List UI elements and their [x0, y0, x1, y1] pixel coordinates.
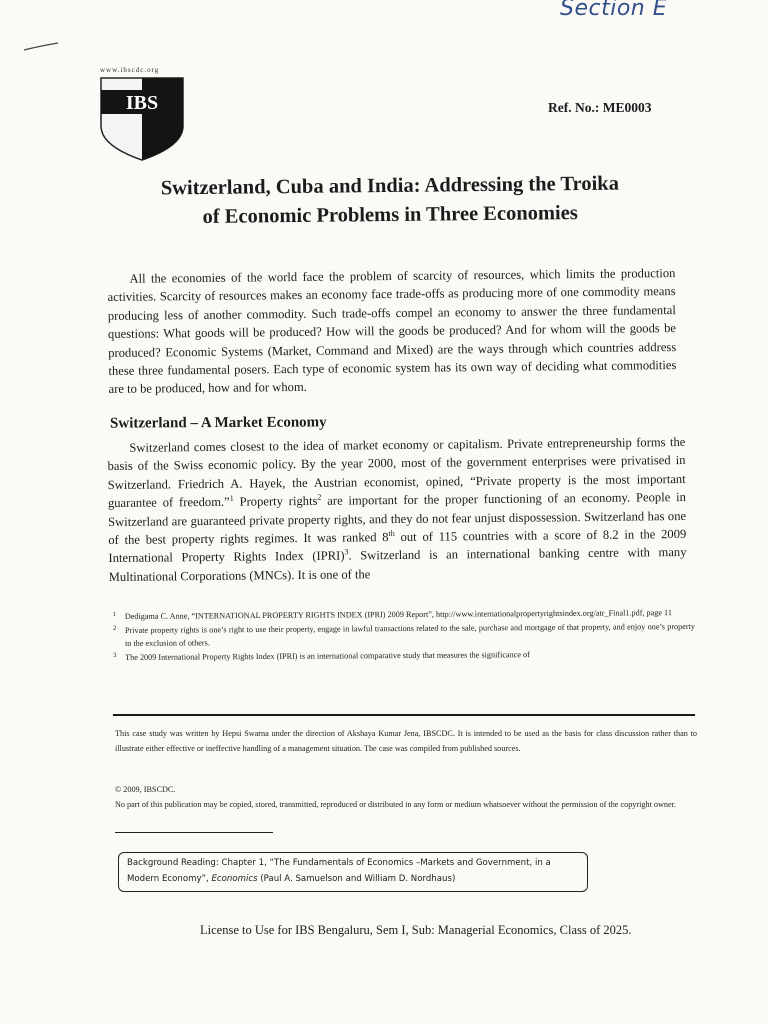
section-heading: Switzerland – A Market Economy	[109, 414, 327, 432]
footnote-item	[113, 646, 695, 664]
para-text-4: out of 115 countries with a score of 8.2 in the 2009 International Property Rights Index (IPRI)	[108, 527, 687, 566]
copyright-line: © 2009, IBSCDC.	[115, 785, 176, 794]
switzerland-paragraph	[107, 433, 687, 586]
ibs-logo	[99, 76, 185, 162]
copyright-block	[115, 783, 697, 812]
background-reading-box	[118, 852, 588, 892]
svg-text:IBS: IBS	[125, 92, 159, 114]
para-text-2: Property rights	[233, 494, 318, 509]
background-reading-suffix: (Paul A. Samuelson and William D. Nordhaus)	[257, 874, 456, 884]
footnote-text: Dedigama C. Anne, “INTERNATIONAL PROPERTY RIGHTS INDEX (IPRI) 2009 Report”, http://www.internationalpropertyrightsindex.org/atr_Final1.pdf, page 11	[124, 608, 672, 621]
footnote-text: The 2009 International Property Rights Index (IPRI) is an international comparative study that measures the significance of	[125, 649, 530, 662]
footnote-ref-3: 3	[344, 547, 349, 557]
background-reading-book: Economics	[211, 874, 258, 884]
footnote-mark: 3	[113, 651, 117, 659]
footnote-item	[113, 619, 695, 650]
para-text-3: are important for the proper functioning of an economy. People in Switzerland are guaranteed private property rights, and they do not fear unjust dispossession. Switzerland has one of the best property rights regimes. It was ranked 8	[108, 490, 687, 548]
footnote-ref-1: 1	[229, 493, 234, 503]
para-text-1: Switzerland comes closest to the idea of market economy or capitalism. Private entrepreneurship forms the basis of the Swiss economic policy. By the year 2000, most of the government enterprises were privatised in Switzerland. Friedrich A. Hayek, the Austrian economist, opined, “Private property is the most important guarantee of freedom.”	[107, 434, 686, 511]
case-title-line2: of Economic Problems in Three Economies	[202, 202, 578, 228]
footnote-mark: 2	[112, 624, 117, 632]
pen-mark-icon	[22, 40, 62, 52]
site-url: www.ibscdc.org	[100, 66, 160, 74]
reference-number: Ref. No.: ME0003	[548, 100, 652, 115]
footnote-ref-2: 2	[317, 492, 322, 502]
footnote-mark: 1	[112, 611, 117, 619]
case-title-line1: Switzerland, Cuba and India: Addressing the Troika	[160, 172, 620, 200]
authorship-note: This case study was written by Hepsi Swarna under the direction of Akshaya Kumar Jena, IBSCDC. It is intended to be used as the basis for class discussion rather than to illustrate either effective or ineffective handling of a management situation. The case was compiled from published sources.	[115, 729, 697, 753]
background-reading-prefix: Background Reading: Chapter 1, “The Fundamentals of Economics –Markets and Government, in a Modern Economy”,	[127, 858, 551, 884]
license-line: License to Use for IBS Bengaluru, Sem I, Sub: Managerial Economics, Class of 2025.	[200, 923, 632, 937]
case-title	[100, 169, 681, 233]
ordinal-suffix: th	[388, 528, 395, 538]
footnotes	[113, 606, 695, 664]
divider-rule	[113, 714, 695, 716]
copyright-notice: No part of this publication may be copied, stored, transmitted, reproduced or distributed in any form or medium whatsoever without the permission of the copyright owner.	[115, 799, 676, 809]
para-text-5: . Switzerland is an international banking centre with many Multinational Corporations (MNCs). It is one of the	[108, 545, 687, 584]
short-divider	[115, 832, 273, 833]
footnote-text: Private property rights is one’s right to use their property, engage in lawful transactions related to the sale, purchase and mortgage of that property, and enjoy one’s property to the exclusion of others.	[124, 621, 695, 648]
intro-text: All the economies of the world face the problem of scarcity of resources, which limits the production activities. Scarcity of resources makes an economy face trade-offs as producing more of one commodity means producing less of another commodity. Such trade-offs compel an economy to answer the three fundamental questions: What goods will be produced? How will the goods be produced? And for whom will the goods be produced? Economic Systems (Market, Command and Mixed) are the ways through which countries address these three fundamental posers. Each type of economic system has its own way of deciding what commodities are to be produced, how and for whom.	[107, 266, 677, 397]
handwritten-section-note: Section E	[560, 0, 668, 21]
intro-paragraph	[107, 264, 676, 399]
